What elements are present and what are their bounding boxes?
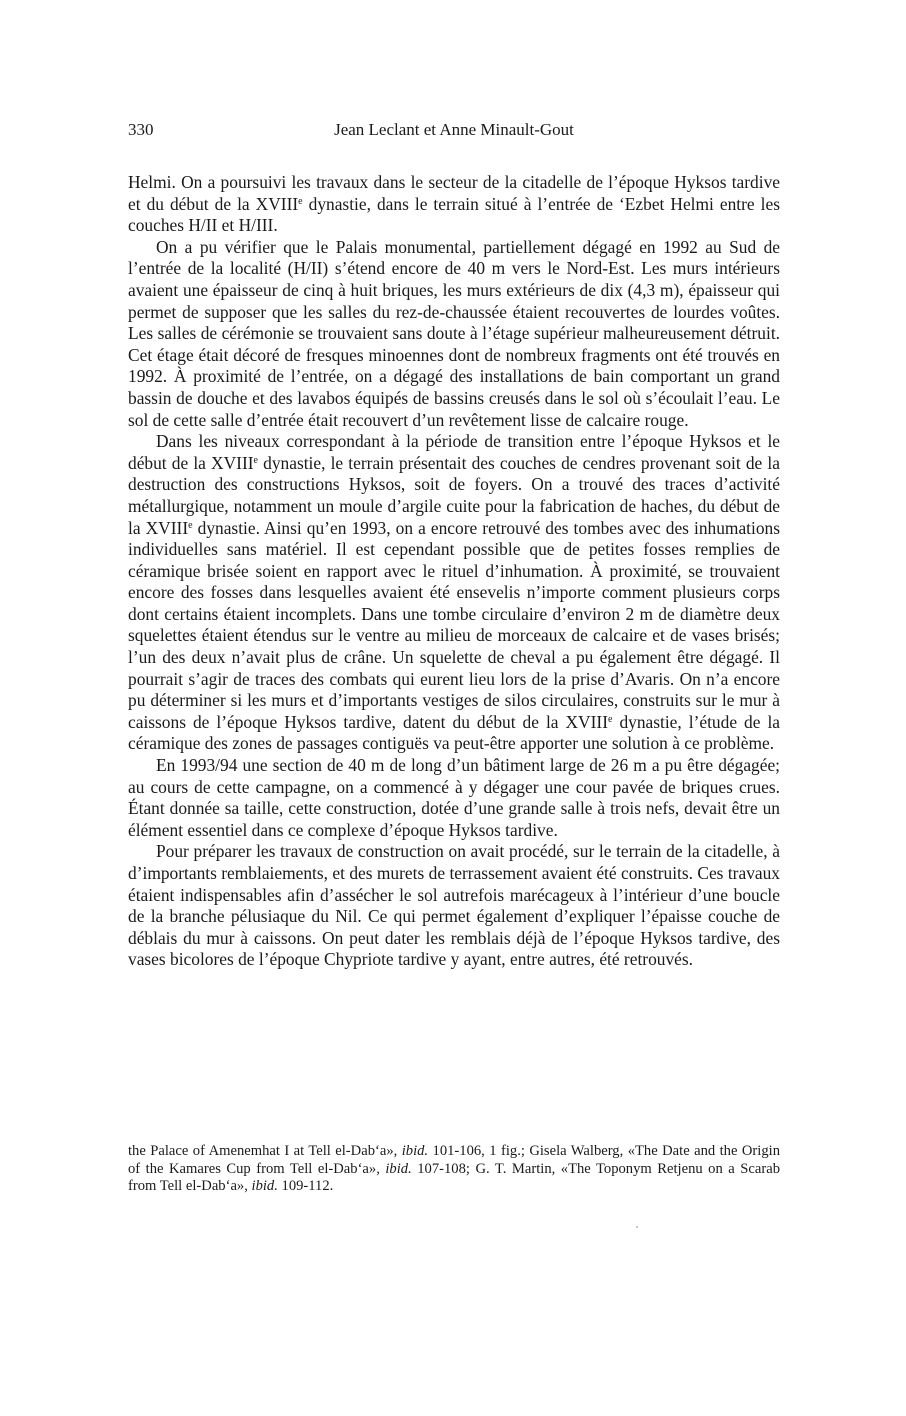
italic-ref: ibid. xyxy=(401,1143,429,1159)
text-run: dynastie, le terrain présentait des couches de cendres provenant soit de la destruction des constructions Hyksos, soit de foyers. On a trouvé des traces d’activité métallurgique, notamment un moule d’argile cuite pour la fabrication de haches, du début de la XVIII xyxy=(128,452,780,538)
text-run: 109-112. xyxy=(277,1178,334,1194)
text-run: En 1993/94 une section de 40 m de long d’un bâtiment large de 26 m a pu être dégagée; au cours de cette campagne, on a commencé à y dégager une cour pavée de briques crues. Étant donnée sa taille, cette construction, dotée d’une grande salle à trois nefs, devait être un élément essentiel dans ce complexe d’époque Hyksos tardive. xyxy=(128,755,780,840)
paragraph-4 xyxy=(128,755,780,841)
paragraph-5 xyxy=(128,841,780,971)
paragraph-2 xyxy=(128,237,780,431)
body-text xyxy=(128,172,780,971)
paragraph-1 xyxy=(128,172,780,237)
text-run: dynastie, dans le terrain situé à l’entrée de ‘Ezbet Helmi entre les couches H/II et H/III. xyxy=(128,193,780,236)
text-run: the Palace of Amenemhat I at Tell el-Dab‘a», xyxy=(128,1143,402,1159)
page-header xyxy=(128,120,780,144)
text-run: dynastie. Ainsi qu’en 1993, on a encore retrouvé des tombes avec des inhumations individuelles sans matériel. Il est cependant possible que de petites fosses remplies de céramique brisée soient en rapport avec le rituel d’inhumation. À proximité, se trouvaient encore des fosses dans lesquelles avaient été ensevelis n’importe comment plusieurs corps dont certains étaient incomplets. Dans une tombe circulaire d’environ 2 m de diamètre deux squelettes étaient étendus sur le ventre au milieu de morceaux de calcaire et de vases brisés; l’un des deux n’avait plus de crâne. Un squelette de cheval a pu également être dégagé. Il pourrait s’agir de traces des combats qui eurent lieu lors de la prise d’Avaris. On n’a encore pu déterminer si les murs et d’importants vestiges de silos circulaires, construits sur le mur à caissons de l’époque Hyksos tardive, datent du début de la XVIII xyxy=(128,517,780,732)
superscript: e xyxy=(253,454,258,466)
superscript: e xyxy=(188,519,193,531)
text-run: 101-106, 1 fig.; Gisela Walberg, «The Date and the Origin of the Kamares Cup from Tell el-Dab‘a», xyxy=(128,1143,780,1177)
text-run: Helmi. On a poursuivi les travaux dans le secteur de la citadelle de l’époque Hyksos tardive et du début de la XVIII xyxy=(128,172,780,214)
text-run: On a pu vérifier que le Palais monumental, partiellement dégagé en 1992 au Sud de l’entrée de la localité (H/II) s’étend encore de 40 m vers le Nord-Est. Les murs intérieurs avaient une épaisseur de cinq à huit briques, les murs extérieurs de dix (4,3 m), épaisseur qui permet de supposer que les salles du rez-de-chaussée étaient recouvertes de lourdes voûtes. Les salles de cérémonie se trouvaient sans doute à l’étage supérieur malheureusement détruit. Cet étage était décoré de fresques minoennes dont de nombreux fragments ont été trouvés en 1992. À proximité de l’entrée, on a dégagé des installations de bain comportant un grand bassin de douche et des lavabos équipés de bassins creusés dans le sol où s’écoulait l’eau. Le sol de cette salle d’entrée était recouvert d’un revêtement lisse de calcaire rouge. xyxy=(128,236,780,430)
scan-speck xyxy=(636,1226,638,1228)
page-number: 330 xyxy=(128,120,154,139)
footnote xyxy=(128,1143,780,1196)
italic-ref: ibid. xyxy=(251,1178,278,1194)
paragraph-3 xyxy=(128,431,780,755)
text-run: 107-108; G. T. Martin, «The Toponym Retjenu on a Scarab from Tell el-Dab‘a», xyxy=(128,1160,780,1194)
text-run: Dans les niveaux correspondant à la période de transition entre l’époque Hyksos et le début de la XVIII xyxy=(128,431,780,473)
italic-ref: ibid. xyxy=(385,1160,412,1177)
running-head: Jean Leclant et Anne Minault-Gout xyxy=(334,120,574,139)
text-run: dynastie, l’étude de la céramique des zones de passages contiguës va peut-être apporter une solution à ce problème. xyxy=(128,711,780,754)
superscript: e xyxy=(298,195,303,207)
superscript: e xyxy=(608,713,613,725)
text-run: Pour préparer les travaux de construction on avait procédé, sur le terrain de la citadelle, à d’importants remblaiements, et des murets de terrassement avaient été construits. Ces travaux étaient indispensables afin d’assécher le sol autrefois marécageux à l’intérieur d’une boucle de la branche pélusiaque du Nil. Ce qui permet également d’expliquer l’épaisse couche de déblais du mur à caissons. On peut dater les remblais déjà de l’époque Hyksos tardive, des vases bicolores de l’époque Chypriote tardive y ayant, entre autres, été retrouvés. xyxy=(128,841,780,970)
